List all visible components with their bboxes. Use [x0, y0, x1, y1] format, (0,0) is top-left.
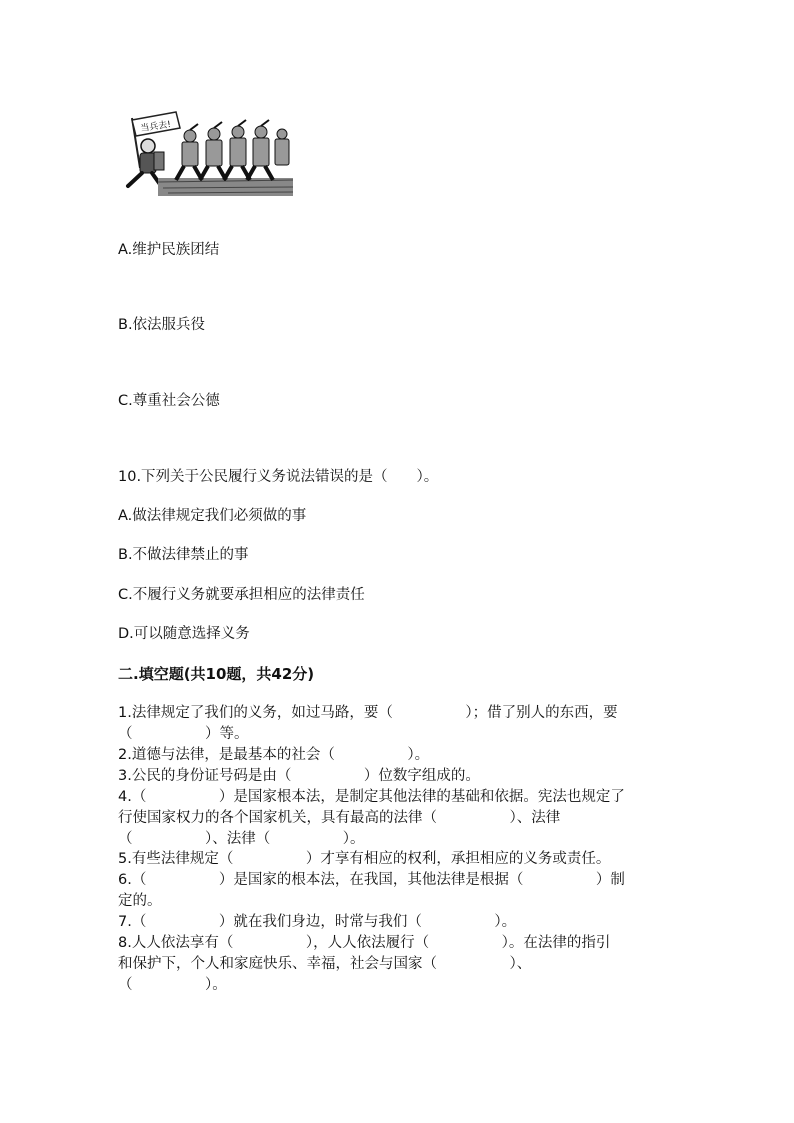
fill-line: 3.公民的身份证号码是由（ ）位数字组成的。 — [118, 768, 480, 784]
fill-line: 5.有些法律规定（ ）才享有相应的权利，承担相应的义务或责任。 — [118, 851, 611, 867]
fill-line: （ ）等。 — [118, 726, 249, 742]
fill-line: （ ）、法律（ ）。 — [118, 831, 365, 847]
fill-line: 和保护下，个人和家庭快乐、幸福，社会与国家（ ）、 — [118, 956, 532, 972]
fill-line: 6.（ ）是国家的根本法，在我国，其他法律是根据（ ）制 — [118, 872, 625, 888]
fill-line: 4.（ ）是国家根本法，是制定其他法律的基础和依据。宪法也规定了 — [118, 789, 625, 805]
q10-option-b: B.不做法律禁止的事 — [118, 547, 249, 563]
q10-option-a: A.做法律规定我们必须做的事 — [118, 508, 307, 524]
q10-question: 10.下列关于公民履行义务说法错误的是（ ）。 — [118, 469, 439, 485]
q10-option-c: C.不履行义务就要承担相应的法律责任 — [118, 587, 365, 603]
fill-line: 2.道德与法律，是最基本的社会（ ）。 — [118, 747, 430, 763]
q9-option-c: C.尊重社会公德 — [118, 393, 220, 409]
fill-line: 7.（ ）就在我们身边，时常与我们（ ）。 — [118, 914, 517, 930]
fill-line: 行使国家权力的各个国家机关，具有最高的法律（ ）、法律 — [118, 810, 561, 826]
fill-line: （ ）。 — [118, 977, 227, 993]
soldiers-marching-illustration — [118, 108, 293, 198]
fill-line: 1.法律规定了我们的义务，如过马路，要（ ）；借了别人的东西，要 — [118, 705, 618, 721]
q10-option-d: D.可以随意选择义务 — [118, 626, 250, 642]
section-heading: 二.填空题(共10题，共42分) — [118, 665, 315, 683]
fill-line: 定的。 — [118, 893, 162, 909]
q9-option-b: B.依法服兵役 — [118, 317, 206, 333]
banner-text: 当兵去! — [139, 119, 172, 135]
fill-line: 8.人人依法享有（ ），人人依法履行（ ）。在法律的指引 — [118, 935, 611, 951]
q9-option-a: A.维护民族团结 — [118, 242, 220, 258]
